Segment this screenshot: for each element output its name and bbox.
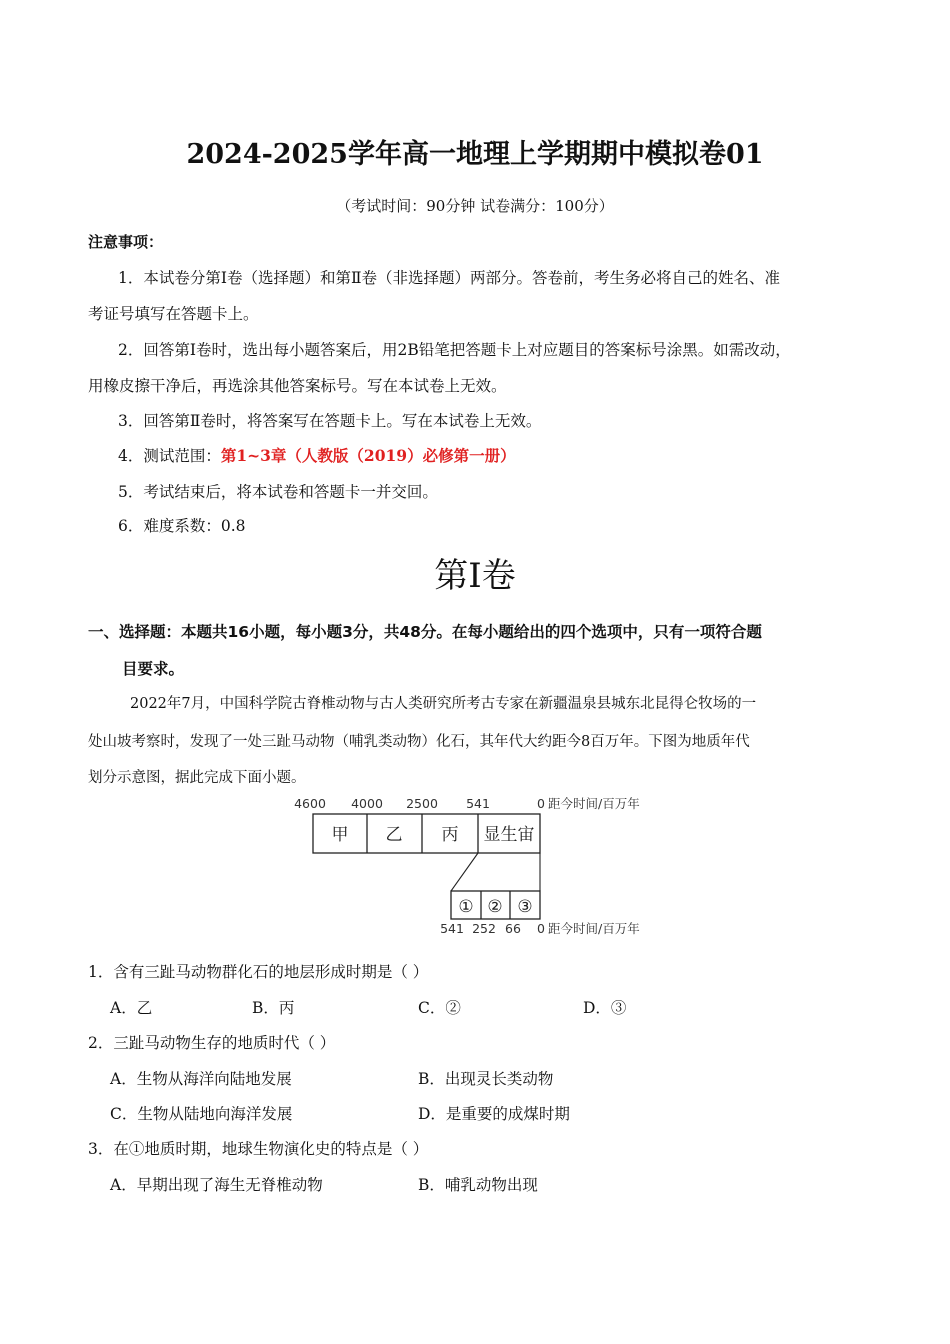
- top-tick-4600: 4600: [294, 796, 326, 811]
- question-2-option-b: B．出现灵长类动物: [418, 1070, 554, 1088]
- bottom-tick-541: 541: [440, 921, 464, 936]
- question-1-stem: 1．含有三趾马动物群化石的地层形成时期是（ ）: [88, 963, 429, 981]
- notice-item-1-line-2: 考证号填写在答题卡上。: [88, 305, 259, 323]
- question-1-option-c: C．②: [418, 999, 461, 1017]
- question-2-option-c: C．生物从陆地向海洋发展: [110, 1105, 293, 1123]
- question-1-option-a: A．乙: [110, 999, 153, 1017]
- top-tick-4000: 4000: [351, 796, 383, 811]
- passage-line-3: 划分示意图，据此完成下面小题。: [88, 770, 306, 786]
- top-tick-2500: 2500: [406, 796, 438, 811]
- test-scope: 第1~3章（人教版（2019）必修第一册）: [220, 446, 516, 465]
- notice-item-3: 3．回答第Ⅱ卷时，将答案写在答题卡上。写在本试卷上无效。: [118, 412, 542, 430]
- question-2-stem: 2．三趾马动物生存的地质时代（ ）: [88, 1034, 336, 1052]
- question-2-option-d: D．是重要的成煤时期: [418, 1105, 570, 1123]
- question-3-stem: 3．在①地质时期，地球生物演化史的特点是（ ）: [88, 1140, 429, 1158]
- top-tick-541: 541: [466, 796, 490, 811]
- era-2: ②: [487, 897, 503, 917]
- eon-jia: 甲: [331, 825, 349, 845]
- notice-item-2-line-2: 用橡皮擦干净后，再选涂其他答案标号。写在本试卷上无效。: [88, 377, 507, 395]
- era-3: ③: [517, 897, 533, 917]
- question-3-option-a: A．早期出现了海生无脊椎动物: [110, 1176, 323, 1194]
- notice-item-5: 5．考试结束后，将本试卷和答题卡一并交回。: [118, 483, 438, 501]
- passage-line-2: 处山坡考察时，发现了一处三趾马动物（哺乳类动物）化石，其年代大约距今8百万年。下图为地质年代: [88, 734, 750, 750]
- bottom-tick-66: 66: [505, 921, 521, 936]
- notice-heading: 注意事项：: [88, 233, 164, 251]
- notice-item-1-line-1: 1．本试卷分第Ⅰ卷（选择题）和第Ⅱ卷（非选择题）两部分。答卷前，考生务必将自己的姓名、准: [118, 269, 781, 287]
- document-title: 2024-2025学年高一地理上学期期中模拟卷01: [186, 139, 764, 170]
- top-axis-label: 距今时间/百万年: [548, 796, 640, 811]
- notice-item-6: 6．难度系数：0.8: [118, 517, 246, 535]
- volume-title: 第Ⅰ卷: [434, 556, 516, 596]
- question-1-option-b: B．丙: [252, 999, 295, 1017]
- zoom-connector-left: [451, 853, 478, 891]
- section-heading-line-2: 目要求。: [122, 660, 185, 678]
- eon-yi: 乙: [385, 825, 403, 845]
- section-heading-line-1: 一、选择题：本题共16小题，每小题3分，共48分。在每小题给出的四个选项中，只有一项符合题: [88, 623, 762, 641]
- question-2-option-a: A．生物从海洋向陆地发展: [110, 1070, 292, 1088]
- eon-phanerozoic: 显生宙: [483, 825, 535, 845]
- exam-info: （考试时间：90分钟 试卷满分：100分）: [336, 197, 614, 215]
- bottom-tick-252: 252: [472, 921, 496, 936]
- notice-item-2-line-1: 2．回答第Ⅰ卷时，选出每小题答案后，用2B铅笔把答题卡上对应题目的答案标号涂黑。如需改动，: [118, 341, 791, 359]
- question-3-option-b: B．哺乳动物出现: [418, 1176, 538, 1194]
- era-1: ①: [458, 897, 474, 917]
- top-tick-0: 0: [537, 796, 545, 811]
- passage-line-1: 2022年7月，中国科学院古脊椎动物与古人类研究所考古专家在新疆温泉县城东北昆得仑牧场的一: [130, 696, 757, 712]
- bottom-tick-0: 0: [537, 921, 545, 936]
- question-1-option-d: D．③: [583, 999, 627, 1017]
- bottom-axis-label: 距今时间/百万年: [548, 921, 640, 936]
- eon-bing: 丙: [441, 825, 459, 845]
- notice-item-4-prefix: 4．测试范围：: [118, 447, 221, 465]
